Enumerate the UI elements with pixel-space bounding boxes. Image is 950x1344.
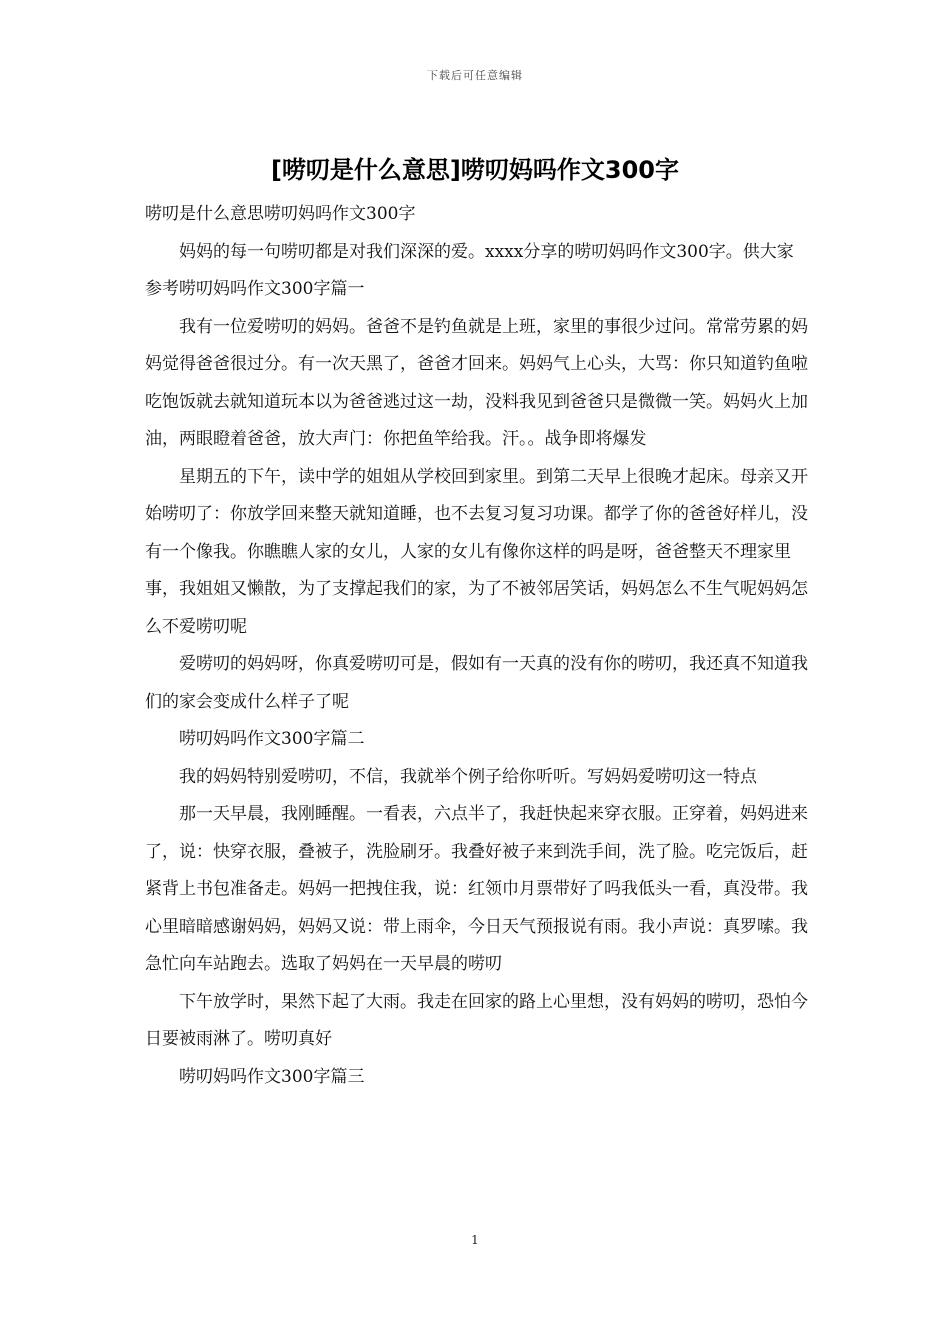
document-body <box>145 196 810 1096</box>
header-note: 下载后可任意编辑 <box>427 69 523 82</box>
paragraph: 妈妈的每一句唠叨都是对我们深深的爱。xxxx分享的唠叨妈吗作文300字。供大家参考唠叨妈吗作文300字篇一 <box>145 241 794 299</box>
section-heading: 唠叨妈吗作文300字篇三 <box>179 1066 365 1087</box>
paragraph: 星期五的下午，读中学的姐姐从学校回到家里。到第二天早上很晚才起床。母亲又开始唠叨了：你放学回来整天就知道睡，也不去复习复习功课。都学了你的爸爸好样儿，没有一个像我。你瞧瞧人家的女儿，人家的女儿有像你这样的吗是呀，爸爸整天不理家里事，我姐姐又懒散，为了支撑起我们的家，为了不被邻居笑话，妈妈怎么不生气呢妈妈怎么不爱唠叨呢 <box>145 466 808 637</box>
paragraph: 那一天早晨，我刚睡醒。一看表，六点半了，我赶快起来穿衣服。正穿着，妈妈进来了，说：快穿衣服，叠被子，洗脸刷牙。我叠好被子来到洗手间，洗了脸。吃完饭后，赶紧背上书包准备走。妈妈一把拽住我，说：红领巾月票带好了吗我低头一看，真没带。我心里暗暗感谢妈妈，妈妈又说：带上雨伞，今日天气预报说有雨。我小声说：真罗嗦。我急忙向车站跑去。选取了妈妈在一天早晨的唠叨 <box>145 804 808 974</box>
paragraph: 下午放学时，果然下起了大雨。我走在回家的路上心里想，没有妈妈的唠叨，恐怕今日要被雨淋了。唠叨真好 <box>145 991 808 1049</box>
section-heading: 唠叨妈吗作文300字篇二 <box>179 729 365 749</box>
paragraph: 我的妈妈特别爱唠叨，不信，我就举个例子给你听听。写妈妈爱唠叨这一特点 <box>179 766 757 787</box>
page-number: 1 <box>471 1233 479 1247</box>
document-title: [唠叨是什么意思]唠叨妈吗作文300字 <box>270 156 680 184</box>
paragraph: 我有一位爱唠叨的妈妈。爸爸不是钓鱼就是上班，家里的事很少过问。常常劳累的妈妈觉得爸爸很过分。有一次天黑了，爸爸才回来。妈妈气上心头，大骂：你只知道钓鱼啦吃饱饭就去就知道玩本以为爸爸逃过这一劫，没料我见到爸爸只是微微一笑。妈妈火上加油，两眼瞪着爸爸，放大声门：你把鱼竿给我。汗。。战争即将爆发 <box>145 316 808 449</box>
paragraph: 爱唠叨的妈妈呀，你真爱唠叨可是，假如有一天真的没有你的唠叨，我还真不知道我们的家会变成什么样子了呢 <box>145 654 808 712</box>
paragraph-subtitle: 唠叨是什么意思唠叨妈吗作文300字 <box>145 204 416 224</box>
